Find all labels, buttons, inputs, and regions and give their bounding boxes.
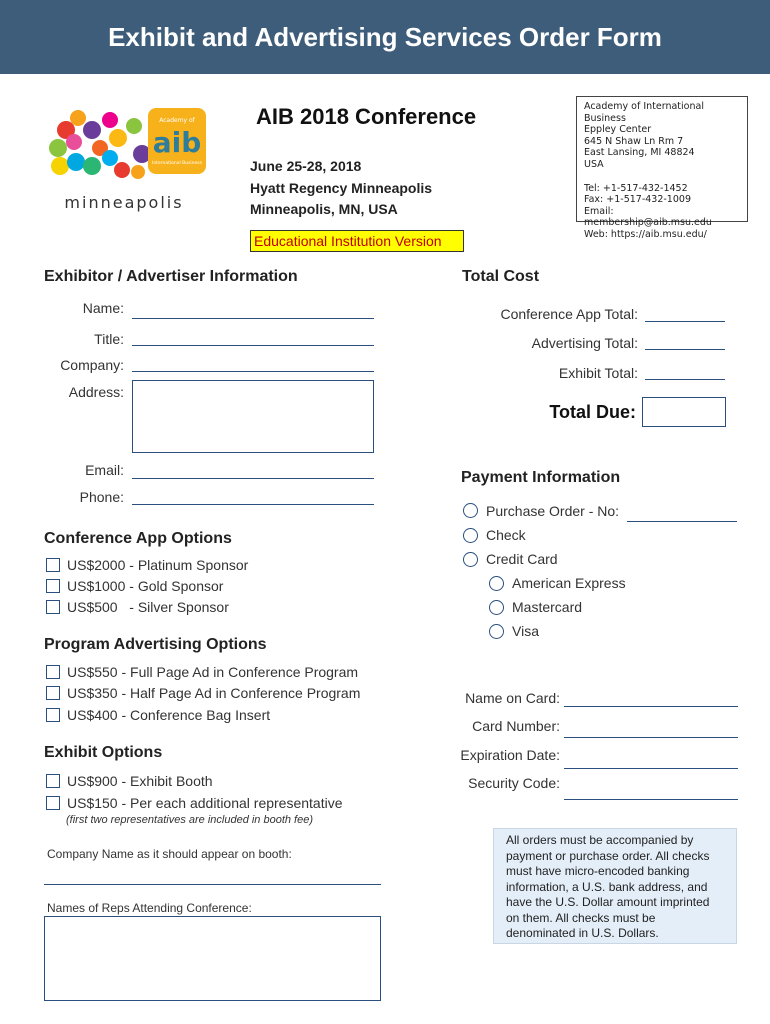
email-field[interactable] <box>132 478 374 479</box>
address-line: 645 N Shaw Ln Rm 7 <box>584 135 684 147</box>
exhibit-booth-checkbox[interactable] <box>46 774 60 788</box>
address-label: Address: <box>68 384 124 400</box>
exhibit-total-field[interactable] <box>645 379 725 380</box>
half-page-ad-checkbox[interactable] <box>46 686 60 700</box>
title-field[interactable] <box>132 345 374 346</box>
gold-sponsor-checkbox[interactable] <box>46 579 60 593</box>
name-label: Name: <box>82 300 124 316</box>
silver-sponsor-checkbox[interactable] <box>46 600 60 614</box>
purchase-order-label: Purchase Order - No: <box>486 503 620 519</box>
gold-sponsor-label: US$1000 - Gold Sponsor <box>67 578 224 594</box>
credit-card-radio[interactable] <box>463 552 478 567</box>
bag-insert-checkbox[interactable] <box>46 708 60 722</box>
mastercard-radio[interactable] <box>489 600 504 615</box>
booth-fee-note: (first two representatives are included in booth fee) <box>66 814 314 826</box>
reps-field[interactable] <box>44 916 381 1001</box>
check-label: Check <box>486 527 526 543</box>
phone-field[interactable] <box>132 504 374 505</box>
silver-sponsor-label: US$500 - Silver Sponsor <box>67 599 229 615</box>
bag-insert-label: US$400 - Conference Bag Insert <box>67 707 271 723</box>
half-page-ad-label: US$350 - Half Page Ad in Conference Program <box>67 685 361 701</box>
total-due-label: Total Due: <box>549 402 636 422</box>
purchase-order-radio[interactable] <box>463 503 478 518</box>
name-on-card-label: Name on Card: <box>465 690 560 706</box>
name-field[interactable] <box>132 318 374 319</box>
adv-total-label: Advertising Total: <box>531 335 638 351</box>
address-line: Eppley Center <box>584 124 652 136</box>
contact-line: Email: membership@aib.msu.edu <box>584 205 712 229</box>
conference-title: AIB 2018 Conference <box>256 104 477 129</box>
visa-radio[interactable] <box>489 624 504 639</box>
total-due-field[interactable] <box>642 397 726 427</box>
address-line: Academy of International Business <box>584 101 704 124</box>
phone-label: Phone: <box>79 489 124 505</box>
booth-company-field[interactable] <box>44 884 381 885</box>
adv-options-heading: Program Advertising Options <box>44 636 267 653</box>
card-number-label: Card Number: <box>472 718 560 734</box>
logo-badge-bottom: International Business <box>152 161 202 166</box>
address-line: East Lansing, MI 48824 <box>584 147 695 159</box>
address-line: USA <box>584 158 604 170</box>
booth-company-label: Company Name as it should appear on booth: <box>47 847 292 861</box>
payment-heading: Payment Information <box>461 469 621 486</box>
conference-dates: June 25-28, 2018 <box>250 158 362 174</box>
conference-logo <box>44 96 216 216</box>
mastercard-label: Mastercard <box>512 599 583 615</box>
company-field[interactable] <box>132 371 374 372</box>
edu-version-badge: Educational Institution Version <box>250 230 464 252</box>
amex-label: American Express <box>512 575 626 591</box>
expiration-label: Expiration Date: <box>460 747 560 763</box>
conference-city: Minneapolis, MN, USA <box>250 201 398 217</box>
exhibit-total-label: Exhibit Total: <box>558 365 638 381</box>
contact-line: Fax: +1-517-432-1009 <box>584 194 691 206</box>
email-label: Email: <box>85 462 124 478</box>
name-on-card-field[interactable] <box>564 706 738 707</box>
contact-line: Tel: +1-517-432-1452 <box>584 182 688 194</box>
app-total-label: Conference App Total: <box>500 306 638 322</box>
form-title: Exhibit and Advertising Services Order Form <box>0 0 770 74</box>
exhibit-booth-label: US$900 - Exhibit Booth <box>67 773 213 789</box>
additional-rep-label: US$150 - Per each additional representative <box>67 795 343 811</box>
visa-label: Visa <box>512 623 539 639</box>
security-code-label: Security Code: <box>468 775 560 791</box>
company-label: Company: <box>60 357 124 373</box>
logo-badge-mid: aib <box>152 126 202 159</box>
exhibitor-heading: Exhibitor / Advertiser Information <box>44 268 298 285</box>
purchase-order-number-field[interactable] <box>627 521 737 522</box>
adv-total-field[interactable] <box>645 349 725 350</box>
logo-word: minneapolis <box>64 193 184 212</box>
credit-card-label: Credit Card <box>486 551 558 567</box>
app-total-field[interactable] <box>645 321 725 322</box>
card-number-field[interactable] <box>564 737 738 738</box>
title-label: Title: <box>94 331 124 347</box>
expiration-field[interactable] <box>564 768 738 769</box>
amex-radio[interactable] <box>489 576 504 591</box>
platinum-sponsor-checkbox[interactable] <box>46 558 60 572</box>
additional-rep-checkbox[interactable] <box>46 796 60 810</box>
organization-address-box <box>576 96 748 240</box>
contact-line: Web: https://aib.msu.edu/ <box>584 228 707 240</box>
app-options-heading: Conference App Options <box>44 530 232 547</box>
check-radio[interactable] <box>463 528 478 543</box>
payment-note: All orders must be accompanied by payment or purchase order. All checks must have micro-encoded banking information, a U.S. bank address, and have the U.S. Dollar amount imprinted on them. All checks must be denominated in U.S. Dollars. <box>493 828 737 944</box>
total-cost-heading: Total Cost <box>462 268 540 285</box>
full-page-ad-checkbox[interactable] <box>46 665 60 679</box>
logo-graphic <box>44 96 216 216</box>
reps-label: Names of Reps Attending Conference: <box>47 901 252 915</box>
exhibit-options-heading: Exhibit Options <box>44 744 163 761</box>
logo-badge-top: Academy of <box>159 117 195 124</box>
conference-venue: Hyatt Regency Minneapolis <box>250 180 433 196</box>
address-field[interactable] <box>132 380 374 453</box>
security-code-field[interactable] <box>564 799 738 800</box>
platinum-sponsor-label: US$2000 - Platinum Sponsor <box>67 557 249 573</box>
full-page-ad-label: US$550 - Full Page Ad in Conference Program <box>67 664 359 680</box>
